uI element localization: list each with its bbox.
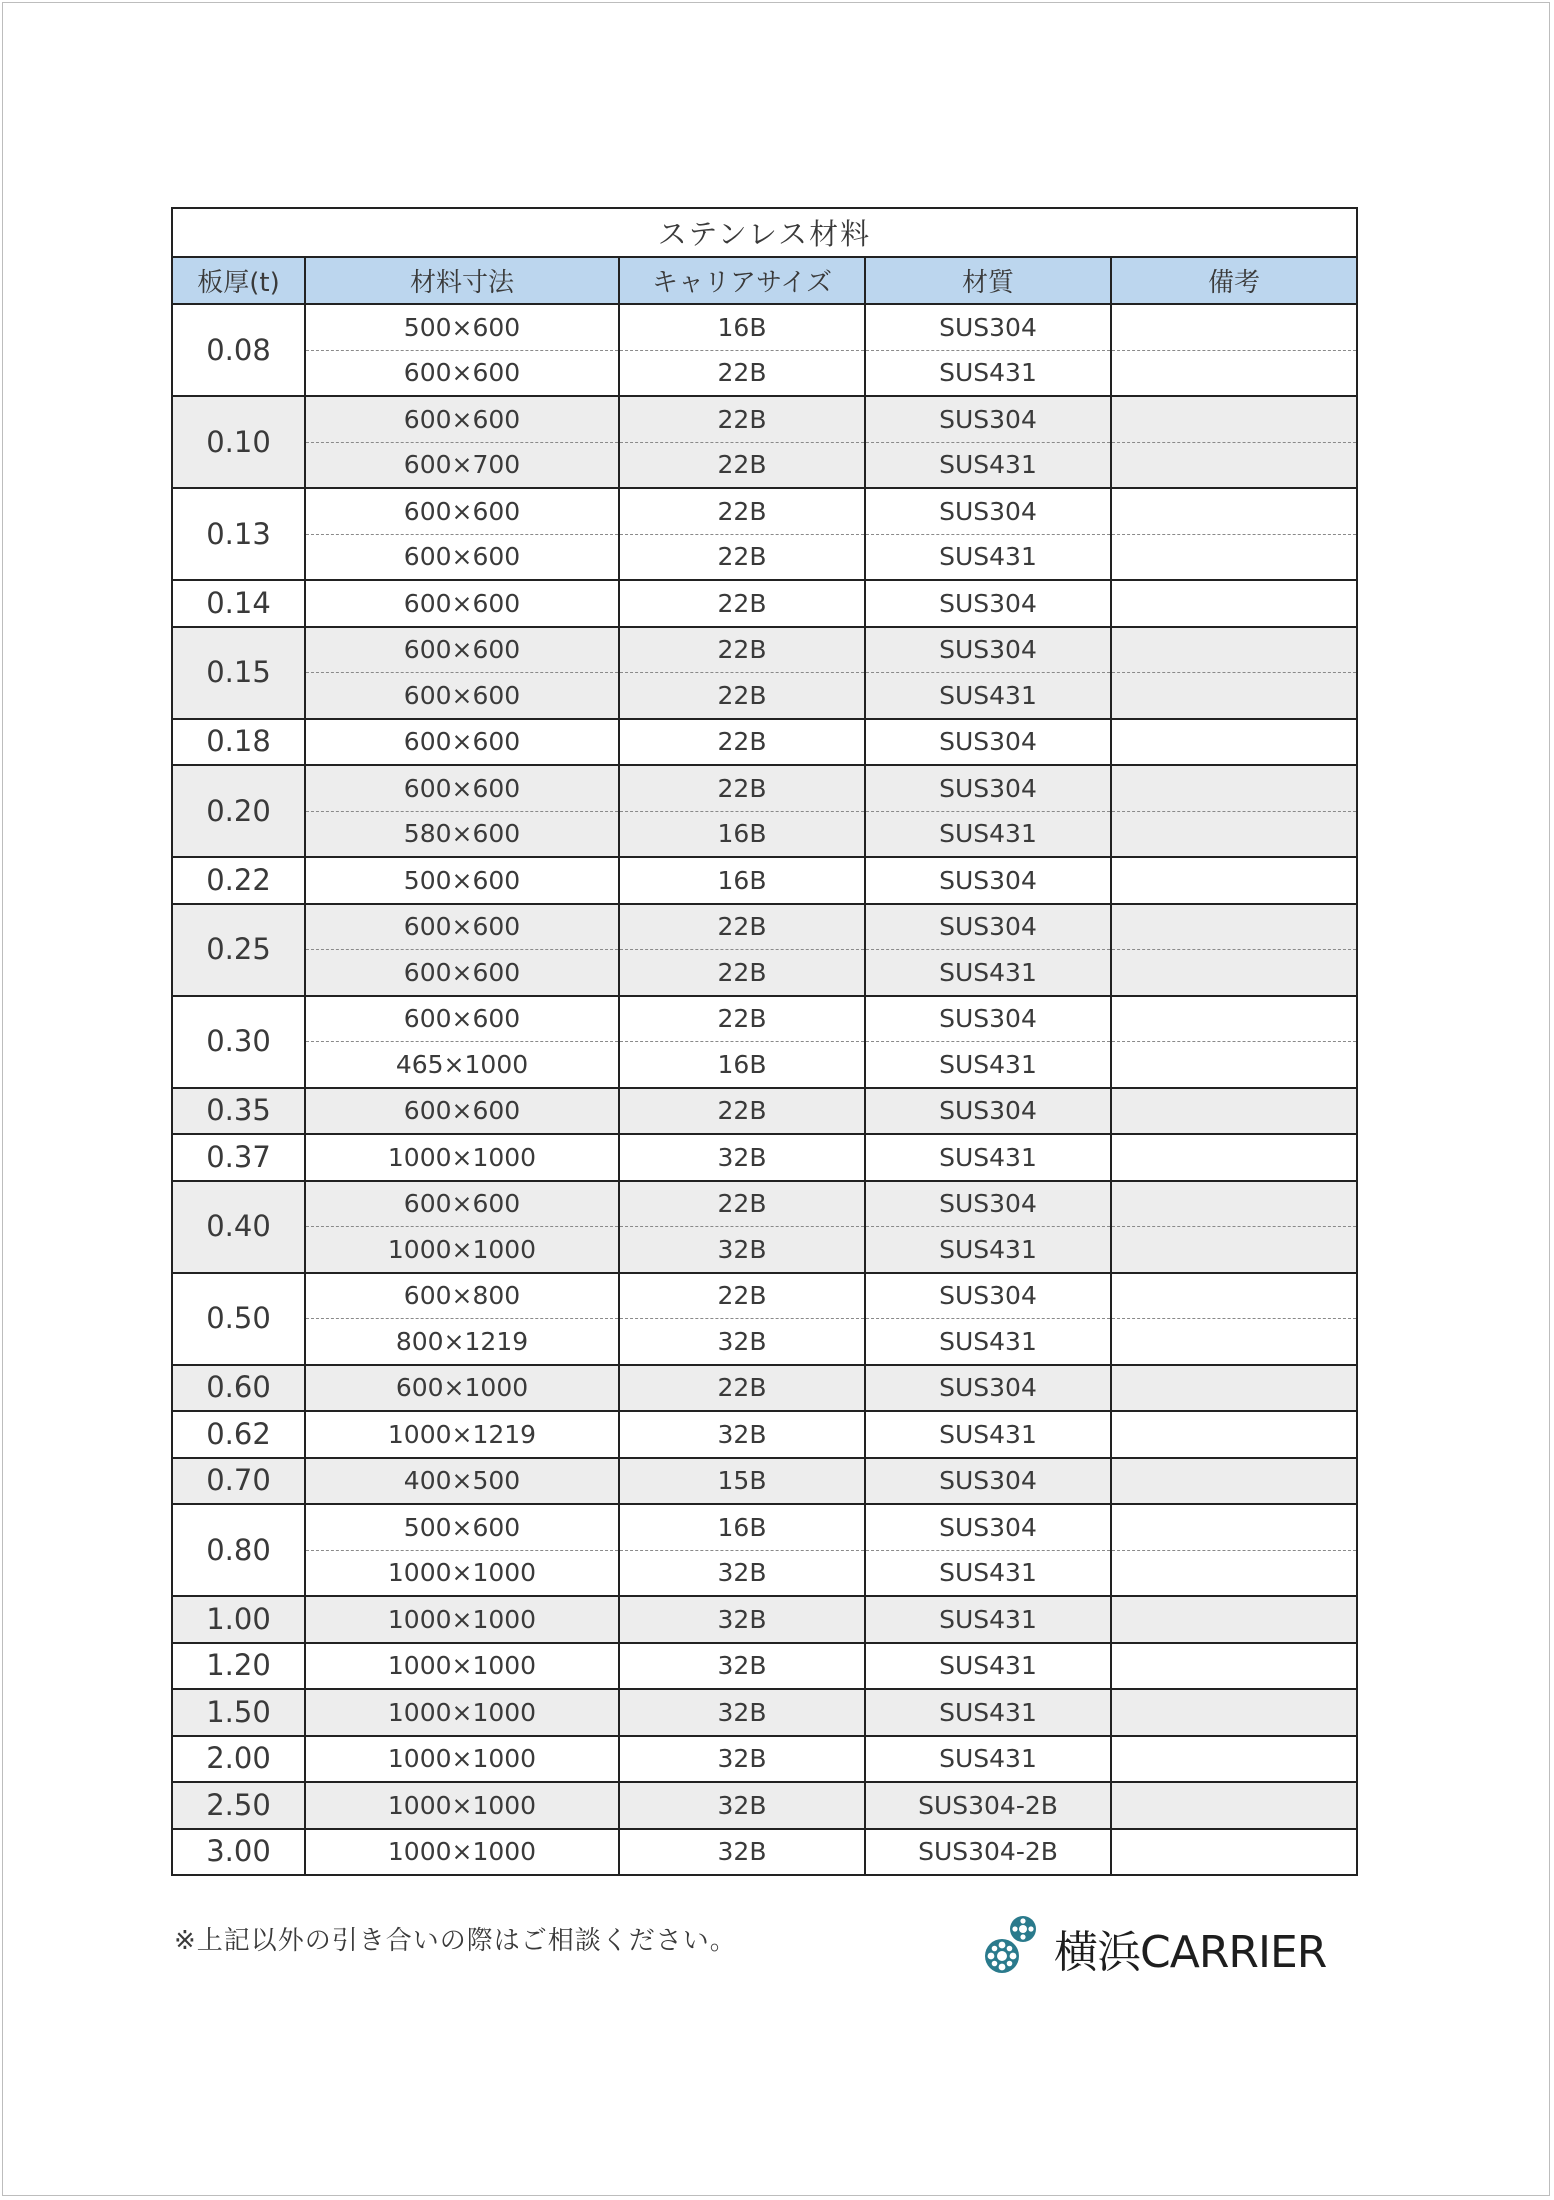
carrier-size-cell: 22B bbox=[619, 950, 865, 996]
carrier-size-cell: 22B bbox=[619, 996, 865, 1042]
table-row bbox=[172, 627, 1357, 673]
size-cell: 600×1000 bbox=[305, 1365, 619, 1412]
carrier-size-cell: 22B bbox=[619, 350, 865, 396]
remarks-cell bbox=[1111, 1829, 1357, 1876]
carrier-size-cell: 32B bbox=[619, 1643, 865, 1690]
carrier-size-cell: 22B bbox=[619, 765, 865, 811]
table-row bbox=[172, 1689, 1357, 1736]
material-cell: SUS431 bbox=[865, 1411, 1111, 1458]
thickness-cell: 1.50 bbox=[172, 1689, 305, 1736]
thickness-cell: 0.35 bbox=[172, 1088, 305, 1135]
table-row bbox=[172, 1365, 1357, 1412]
carrier-size-cell: 22B bbox=[619, 673, 865, 719]
stainless-materials-table bbox=[171, 207, 1358, 1876]
material-cell: SUS304-2B bbox=[865, 1782, 1111, 1829]
size-cell: 600×600 bbox=[305, 719, 619, 766]
remarks-cell bbox=[1111, 857, 1357, 904]
table-row bbox=[172, 673, 1357, 719]
material-cell: SUS304 bbox=[865, 1273, 1111, 1319]
size-cell: 600×600 bbox=[305, 350, 619, 396]
header-remarks: 備考 bbox=[1111, 257, 1357, 304]
remarks-cell bbox=[1111, 627, 1357, 673]
size-cell: 600×700 bbox=[305, 442, 619, 488]
remarks-cell bbox=[1111, 1042, 1357, 1088]
brand-prefix: 横浜 bbox=[1054, 1927, 1140, 1978]
header-thickness: 板厚(t) bbox=[172, 257, 305, 304]
table-row bbox=[172, 857, 1357, 904]
size-cell: 600×600 bbox=[305, 673, 619, 719]
thickness-cell: 3.00 bbox=[172, 1829, 305, 1876]
table-row bbox=[172, 488, 1357, 534]
size-cell: 600×600 bbox=[305, 1088, 619, 1135]
table-row bbox=[172, 765, 1357, 811]
table-row bbox=[172, 904, 1357, 950]
remarks-cell bbox=[1111, 350, 1357, 396]
table-row bbox=[172, 1782, 1357, 1829]
carrier-size-cell: 22B bbox=[619, 580, 865, 627]
material-cell: SUS431 bbox=[865, 534, 1111, 580]
remarks-cell bbox=[1111, 1273, 1357, 1319]
thickness-cell: 0.25 bbox=[172, 904, 305, 996]
remarks-cell bbox=[1111, 1782, 1357, 1829]
size-cell: 600×600 bbox=[305, 396, 619, 442]
size-cell: 1000×1000 bbox=[305, 1829, 619, 1876]
material-cell: SUS304 bbox=[865, 396, 1111, 442]
remarks-cell bbox=[1111, 1689, 1357, 1736]
remarks-cell bbox=[1111, 811, 1357, 857]
thickness-cell: 0.37 bbox=[172, 1134, 305, 1181]
material-cell: SUS431 bbox=[865, 1134, 1111, 1181]
material-cell: SUS304 bbox=[865, 304, 1111, 350]
table-row bbox=[172, 1042, 1357, 1088]
material-cell: SUS431 bbox=[865, 1550, 1111, 1596]
material-cell: SUS304 bbox=[865, 719, 1111, 766]
material-cell: SUS431 bbox=[865, 673, 1111, 719]
carrier-size-cell: 22B bbox=[619, 719, 865, 766]
gear-cluster-icon bbox=[980, 1908, 1050, 1988]
size-cell: 1000×1000 bbox=[305, 1550, 619, 1596]
table-row bbox=[172, 1088, 1357, 1135]
material-cell: SUS431 bbox=[865, 1227, 1111, 1273]
carrier-size-cell: 15B bbox=[619, 1458, 865, 1505]
carrier-size-cell: 16B bbox=[619, 1504, 865, 1550]
brand-name bbox=[1054, 1916, 1326, 1980]
remarks-cell bbox=[1111, 580, 1357, 627]
remarks-cell bbox=[1111, 488, 1357, 534]
size-cell: 500×600 bbox=[305, 304, 619, 350]
carrier-size-cell: 16B bbox=[619, 304, 865, 350]
thickness-cell: 0.62 bbox=[172, 1411, 305, 1458]
size-cell: 600×800 bbox=[305, 1273, 619, 1319]
thickness-cell: 2.50 bbox=[172, 1782, 305, 1829]
remarks-cell bbox=[1111, 1643, 1357, 1690]
carrier-size-cell: 32B bbox=[619, 1227, 865, 1273]
size-cell: 1000×1219 bbox=[305, 1411, 619, 1458]
material-cell: SUS304 bbox=[865, 765, 1111, 811]
size-cell: 600×600 bbox=[305, 580, 619, 627]
remarks-cell bbox=[1111, 765, 1357, 811]
thickness-cell: 0.22 bbox=[172, 857, 305, 904]
size-cell: 1000×1000 bbox=[305, 1134, 619, 1181]
remarks-cell bbox=[1111, 996, 1357, 1042]
size-cell: 600×600 bbox=[305, 1181, 619, 1227]
size-cell: 600×600 bbox=[305, 996, 619, 1042]
size-cell: 1000×1000 bbox=[305, 1782, 619, 1829]
thickness-cell: 0.13 bbox=[172, 488, 305, 580]
remarks-cell bbox=[1111, 719, 1357, 766]
table-row bbox=[172, 1550, 1357, 1596]
remarks-cell bbox=[1111, 1319, 1357, 1365]
carrier-size-cell: 22B bbox=[619, 1088, 865, 1135]
carrier-size-cell: 32B bbox=[619, 1736, 865, 1783]
thickness-cell: 0.20 bbox=[172, 765, 305, 857]
material-cell: SUS431 bbox=[865, 950, 1111, 996]
carrier-size-cell: 22B bbox=[619, 534, 865, 580]
remarks-cell bbox=[1111, 534, 1357, 580]
remarks-cell bbox=[1111, 1550, 1357, 1596]
table-row bbox=[172, 1829, 1357, 1876]
size-cell: 600×600 bbox=[305, 950, 619, 996]
carrier-size-cell: 32B bbox=[619, 1319, 865, 1365]
thickness-cell: 0.70 bbox=[172, 1458, 305, 1505]
table-row bbox=[172, 996, 1357, 1042]
material-cell: SUS431 bbox=[865, 1596, 1111, 1643]
thickness-cell: 1.00 bbox=[172, 1596, 305, 1643]
carrier-size-cell: 32B bbox=[619, 1134, 865, 1181]
material-cell: SUS431 bbox=[865, 1689, 1111, 1736]
remarks-cell bbox=[1111, 396, 1357, 442]
table-row bbox=[172, 1319, 1357, 1365]
carrier-size-cell: 32B bbox=[619, 1550, 865, 1596]
carrier-size-cell: 22B bbox=[619, 396, 865, 442]
material-cell: SUS431 bbox=[865, 1319, 1111, 1365]
size-cell: 1000×1000 bbox=[305, 1689, 619, 1736]
material-cell: SUS304 bbox=[865, 996, 1111, 1042]
material-sheet bbox=[171, 207, 1356, 1876]
remarks-cell bbox=[1111, 1411, 1357, 1458]
header-carrier-size: キャリアサイズ bbox=[619, 257, 865, 304]
carrier-size-cell: 22B bbox=[619, 627, 865, 673]
table-row bbox=[172, 1181, 1357, 1227]
remarks-cell bbox=[1111, 1134, 1357, 1181]
table-title: ステンレス材料 bbox=[172, 208, 1357, 257]
material-cell: SUS304 bbox=[865, 857, 1111, 904]
carrier-size-cell: 22B bbox=[619, 488, 865, 534]
remarks-cell bbox=[1111, 1181, 1357, 1227]
carrier-size-cell: 32B bbox=[619, 1689, 865, 1736]
table-row bbox=[172, 350, 1357, 396]
remarks-cell bbox=[1111, 1365, 1357, 1412]
table-header-row bbox=[172, 257, 1357, 304]
carrier-size-cell: 32B bbox=[619, 1596, 865, 1643]
carrier-size-cell: 22B bbox=[619, 442, 865, 488]
material-cell: SUS304 bbox=[865, 1458, 1111, 1505]
table-body bbox=[172, 304, 1357, 1875]
size-cell: 465×1000 bbox=[305, 1042, 619, 1088]
size-cell: 600×600 bbox=[305, 627, 619, 673]
table-row bbox=[172, 1643, 1357, 1690]
carrier-size-cell: 16B bbox=[619, 1042, 865, 1088]
size-cell: 500×600 bbox=[305, 857, 619, 904]
material-cell: SUS304 bbox=[865, 1365, 1111, 1412]
thickness-cell: 0.10 bbox=[172, 396, 305, 488]
table-row bbox=[172, 1227, 1357, 1273]
carrier-size-cell: 22B bbox=[619, 1181, 865, 1227]
thickness-cell: 0.14 bbox=[172, 580, 305, 627]
size-cell: 600×600 bbox=[305, 765, 619, 811]
remarks-cell bbox=[1111, 904, 1357, 950]
material-cell: SUS304 bbox=[865, 580, 1111, 627]
table-row bbox=[172, 1273, 1357, 1319]
carrier-size-cell: 22B bbox=[619, 904, 865, 950]
thickness-cell: 0.50 bbox=[172, 1273, 305, 1365]
footer-note: ※上記以外の引き合いの際はご相談ください。 bbox=[174, 1926, 737, 1956]
size-cell: 400×500 bbox=[305, 1458, 619, 1505]
material-cell: SUS304 bbox=[865, 1504, 1111, 1550]
thickness-cell: 0.40 bbox=[172, 1181, 305, 1273]
carrier-size-cell: 32B bbox=[619, 1782, 865, 1829]
remarks-cell bbox=[1111, 950, 1357, 996]
thickness-cell: 0.80 bbox=[172, 1504, 305, 1596]
remarks-cell bbox=[1111, 1504, 1357, 1550]
material-cell: SUS304 bbox=[865, 904, 1111, 950]
thickness-cell: 0.18 bbox=[172, 719, 305, 766]
table-row bbox=[172, 1458, 1357, 1505]
header-material: 材質 bbox=[865, 257, 1111, 304]
remarks-cell bbox=[1111, 673, 1357, 719]
size-cell: 600×600 bbox=[305, 534, 619, 580]
table-row bbox=[172, 1134, 1357, 1181]
material-cell: SUS431 bbox=[865, 811, 1111, 857]
material-cell: SUS304 bbox=[865, 1181, 1111, 1227]
material-cell: SUS304-2B bbox=[865, 1829, 1111, 1876]
thickness-cell: 0.60 bbox=[172, 1365, 305, 1412]
table-row bbox=[172, 1411, 1357, 1458]
remarks-cell bbox=[1111, 442, 1357, 488]
remarks-cell bbox=[1111, 1227, 1357, 1273]
remarks-cell bbox=[1111, 1736, 1357, 1783]
brand-logo bbox=[980, 1908, 1326, 1988]
remarks-cell bbox=[1111, 304, 1357, 350]
header-size: 材料寸法 bbox=[305, 257, 619, 304]
remarks-cell bbox=[1111, 1596, 1357, 1643]
table-row bbox=[172, 580, 1357, 627]
thickness-cell: 0.30 bbox=[172, 996, 305, 1088]
remarks-cell bbox=[1111, 1458, 1357, 1505]
table-row bbox=[172, 442, 1357, 488]
material-cell: SUS304 bbox=[865, 488, 1111, 534]
material-cell: SUS304 bbox=[865, 627, 1111, 673]
brand-carrier: CARRIER bbox=[1140, 1927, 1327, 1978]
size-cell: 1000×1000 bbox=[305, 1643, 619, 1690]
size-cell: 800×1219 bbox=[305, 1319, 619, 1365]
material-cell: SUS431 bbox=[865, 1736, 1111, 1783]
table-row bbox=[172, 396, 1357, 442]
thickness-cell: 1.20 bbox=[172, 1643, 305, 1690]
thickness-cell: 0.08 bbox=[172, 304, 305, 396]
carrier-size-cell: 32B bbox=[619, 1829, 865, 1876]
table-row bbox=[172, 950, 1357, 996]
material-cell: SUS431 bbox=[865, 442, 1111, 488]
thickness-cell: 2.00 bbox=[172, 1736, 305, 1783]
table-row bbox=[172, 1504, 1357, 1550]
size-cell: 500×600 bbox=[305, 1504, 619, 1550]
size-cell: 1000×1000 bbox=[305, 1227, 619, 1273]
carrier-size-cell: 16B bbox=[619, 857, 865, 904]
table-row bbox=[172, 534, 1357, 580]
remarks-cell bbox=[1111, 1088, 1357, 1135]
table-row bbox=[172, 719, 1357, 766]
table-row bbox=[172, 304, 1357, 350]
carrier-size-cell: 32B bbox=[619, 1411, 865, 1458]
table-row bbox=[172, 811, 1357, 857]
table-row bbox=[172, 1736, 1357, 1783]
material-cell: SUS431 bbox=[865, 350, 1111, 396]
material-cell: SUS304 bbox=[865, 1088, 1111, 1135]
size-cell: 580×600 bbox=[305, 811, 619, 857]
thickness-cell: 0.15 bbox=[172, 627, 305, 719]
size-cell: 600×600 bbox=[305, 488, 619, 534]
table-row bbox=[172, 1596, 1357, 1643]
size-cell: 1000×1000 bbox=[305, 1596, 619, 1643]
size-cell: 1000×1000 bbox=[305, 1736, 619, 1783]
size-cell: 600×600 bbox=[305, 904, 619, 950]
carrier-size-cell: 22B bbox=[619, 1365, 865, 1412]
material-cell: SUS431 bbox=[865, 1643, 1111, 1690]
material-cell: SUS431 bbox=[865, 1042, 1111, 1088]
carrier-size-cell: 16B bbox=[619, 811, 865, 857]
carrier-size-cell: 22B bbox=[619, 1273, 865, 1319]
